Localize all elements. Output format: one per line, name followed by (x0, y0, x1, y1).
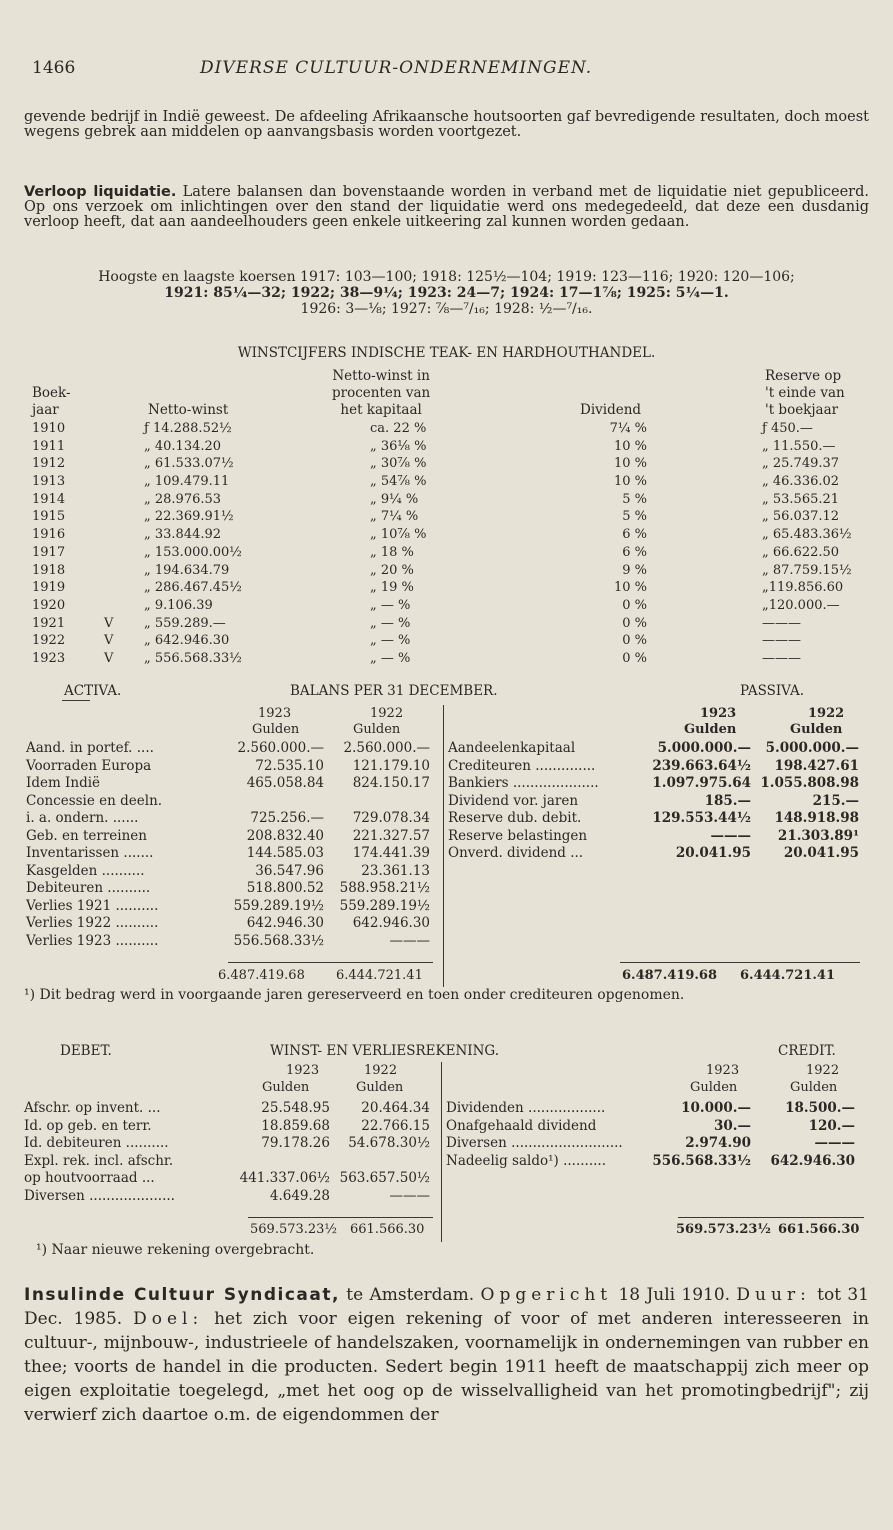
ledger-value-1922: 563.657.50½ (339, 1170, 430, 1186)
ledger-label: Nadeelig saldo¹) .......... (446, 1152, 606, 1169)
ledger-value-1922: 198.427.61 (774, 757, 859, 774)
table-row (32, 579, 852, 597)
ledger-row (446, 1100, 861, 1118)
reserve-cell: „ 87.759.15½ (762, 562, 852, 578)
pct-cell: „ 19 % (370, 580, 414, 596)
credit-year-1: 1923 (706, 1063, 740, 1078)
ledger-value-1923: 30.— (714, 1117, 751, 1134)
ledger-label: Onafgehaald dividend (446, 1117, 597, 1134)
pct-cell: „ 20 % (370, 562, 414, 578)
ledger-row (24, 1100, 434, 1118)
doel-value: het zich voor eigen rekening of voor of met anderen interesseeren in cultuur-, mijnbouw-, industrieele of handelszaken, voornamelijk in ondernemingen van rubber en thee; voorts de handel in die producten. Sedert begin 1911 heeft de maatschappij zich meer op eigen exploitatie toegelegd, „met het oog op de wisselvalligheid van het promotingbedrijf"; zij verwierf zich daartoe o.m. de eigendommen der (24, 1309, 870, 1425)
ledger-row (26, 775, 436, 793)
ledger-value-1923: 129.553.44½ (652, 810, 751, 826)
credit-year-2: 1922 (806, 1063, 840, 1078)
table-row (32, 491, 852, 509)
table-row (32, 562, 852, 580)
ledger-label: Crediteuren .............. (448, 757, 596, 774)
liquidatie-text: Latere balansen dan bovenstaande worden in verband met de liquidatie niet gepubliceerd. Op ons verzoek om inlichtingen over den stand der liquidatie werd ons medegedeeld, dat deze een dusdanig verloop heeft, dat aan aandeelhouders geen enkele uitkeering zal kunnen worden gedaan. (24, 184, 869, 230)
year-cell: 1920 (32, 597, 66, 613)
dividend-cell: 0 % (622, 633, 647, 649)
debet-unit-2: Gulden (356, 1080, 404, 1095)
netto-cell: „ 109.479.11 (144, 474, 230, 490)
ledger-value-1923: 72.535.10 (255, 757, 324, 774)
ledger-label: Dividenden .................. (446, 1100, 606, 1116)
reserve-cell: ——— (762, 633, 801, 649)
table-row (32, 473, 852, 491)
ledger-row (26, 828, 436, 846)
pct-cell: „ — % (370, 650, 411, 666)
ledger-row (26, 793, 436, 811)
pct-cell: „ — % (370, 633, 411, 649)
netto-cell: „ 556.568.33½ (144, 650, 242, 666)
col-header-year: Boek- jaar (32, 385, 71, 418)
reserve-cell: ƒ 450.— (762, 421, 813, 436)
debet-year-1: 1923 (286, 1063, 320, 1078)
col-header-netto: Netto-winst (148, 402, 229, 418)
table-row (32, 526, 852, 544)
reserve-cell: „119.856.60 (762, 580, 844, 596)
ledger-value-1923: 559.289.19½ (233, 897, 324, 914)
debet-total-1922: 661.566.30 (350, 1222, 425, 1237)
ledger-value-1922: 642.946.30 (352, 915, 430, 931)
ledger-value-1923: 4.649.28 (269, 1187, 330, 1204)
ledger-value-1922: 54.678.30½ (348, 1135, 430, 1151)
ledger-value-1923: 144.585.03 (246, 845, 324, 861)
ledger-label: Afschr. op invent. ... (24, 1100, 161, 1116)
ledger-label: Dividend vor. jaren (448, 792, 579, 809)
year-cell: 1910 (32, 421, 66, 436)
ledger-value-1923: 239.663.64½ (652, 757, 751, 774)
debet-year-2: 1922 (364, 1063, 398, 1078)
ledger-value-1922: 559.289.19½ (339, 897, 430, 914)
year-cell: 1911 (32, 438, 66, 454)
ledger-row (24, 1170, 434, 1188)
reserve-cell: „ 56.037.12 (762, 509, 840, 525)
reserve-cell: „ 65.483.36½ (762, 527, 852, 543)
ledger-row (26, 758, 436, 776)
ledger-row (26, 915, 436, 933)
ledger-label: Reserve dub. debit. (448, 810, 582, 826)
winst-table-body (32, 420, 852, 668)
ledger-value-1923: 208.832.40 (246, 827, 324, 844)
activa-title: ACTIVA. (64, 683, 122, 699)
year-cell: 1914 (32, 491, 66, 507)
ledger-row (26, 933, 436, 951)
ledger-value-1923: 1.097.975.64 (652, 775, 751, 791)
passiva-list (448, 740, 863, 863)
ledger-value-1922: 121.179.10 (352, 757, 430, 774)
ledger-row (448, 775, 863, 793)
insulinde-paragraph (24, 1283, 869, 1427)
ledger-label: Inventarissen ....... (26, 845, 154, 861)
ledger-value-1923: 18.859.68 (261, 1117, 330, 1134)
netto-cell: „ 28.976.53 (144, 491, 222, 507)
table-row (32, 632, 852, 650)
netto-cell: ƒ 14.288.52½ (144, 421, 232, 436)
netto-cell: „ 40.134.20 (144, 438, 222, 454)
ledger-row (26, 898, 436, 916)
reserve-cell: „ 25.749.37 (762, 456, 840, 472)
ledger-value-1923: 20.041.95 (675, 845, 751, 861)
dividend-cell: 0 % (622, 615, 647, 631)
year-cell: 1913 (32, 474, 66, 490)
opgericht-value: 18 Juli 1910. (612, 1285, 737, 1305)
opgericht-label: Opgericht (480, 1285, 613, 1305)
netto-cell: „ 61.533.07½ (144, 456, 234, 472)
ledger-label: Geb. en terreinen (26, 827, 147, 844)
ledger-row (448, 810, 863, 828)
ledger-row (26, 740, 436, 758)
dividend-cell: 0 % (622, 650, 647, 666)
netto-cell: „ 9.106.39 (144, 597, 213, 613)
ledger-value-1922: 20.464.34 (361, 1100, 430, 1116)
ledger-row (26, 810, 436, 828)
ledger-value-1922: 729.078.34 (352, 810, 430, 826)
netto-cell: „ 33.844.92 (144, 527, 222, 543)
pct-cell: „ 30⅞ % (370, 456, 427, 472)
activa-year-1: 1923 (258, 706, 292, 721)
ledger-value-1923: 465.058.84 (246, 775, 324, 791)
credit-unit-1: Gulden (690, 1080, 738, 1095)
dividend-cell: 6 % (622, 544, 647, 560)
wv-title: WINST- EN VERLIESREKENING. (270, 1043, 500, 1059)
page-number: 1466 (32, 58, 76, 78)
ledger-value-1923: 642.946.30 (246, 915, 324, 931)
activa-year-2: 1922 (370, 706, 404, 721)
dividend-cell: 0 % (622, 597, 647, 613)
ledger-row (446, 1153, 861, 1171)
col-header-dividend: Dividend (580, 402, 642, 418)
pct-cell: „ 36⅛ % (370, 438, 427, 454)
reserve-cell: „ 11.550.— (762, 438, 836, 454)
ledger-value-1922: 148.918.98 (774, 810, 859, 826)
year-cell: 1918 (32, 562, 66, 578)
ledger-label: Expl. rek. incl. afschr. (24, 1152, 174, 1169)
verlies-marker: V (104, 633, 114, 649)
pct-cell: „ 9¼ % (370, 491, 419, 507)
ledger-value-1922: 642.946.30 (770, 1152, 855, 1169)
running-header: DIVERSE CULTUUR-ONDERNEMINGEN. (200, 58, 593, 78)
ledger-value-1922: 5.000.000.— (765, 740, 859, 756)
ledger-value-1922: 20.041.95 (783, 845, 859, 861)
year-cell: 1912 (32, 456, 66, 472)
ledger-label: Aand. in portef. .... (26, 740, 154, 756)
col-header-procent: Netto-winst in procenten van het kapitaal (332, 368, 431, 418)
ledger-label: Verlies 1922 .......... (26, 915, 159, 931)
ledger-row (448, 740, 863, 758)
ledger-value-1922: 120.— (808, 1117, 855, 1134)
netto-cell: „ 642.946.30 (144, 633, 230, 649)
ledger-row (26, 845, 436, 863)
divider (62, 700, 90, 701)
ledger-label: Idem Indië (26, 775, 101, 791)
ledger-label: Bankiers .................... (448, 775, 599, 791)
credit-unit-2: Gulden (790, 1080, 838, 1095)
debet-title: DEBET. (60, 1043, 112, 1059)
ledger-value-1922: 21.303.89¹ (777, 827, 859, 844)
ledger-label: Id. op geb. en terr. (24, 1117, 152, 1134)
ledger-label: Onverd. dividend ... (448, 845, 584, 861)
year-cell: 1916 (32, 527, 66, 543)
ledger-value-1922: 18.500.— (785, 1100, 855, 1116)
reserve-cell: „ 46.336.02 (762, 474, 840, 490)
table-row (32, 508, 852, 526)
pct-cell: „ 18 % (370, 544, 414, 560)
debet-unit-1: Gulden (262, 1080, 310, 1095)
passiva-title: PASSIVA. (740, 683, 805, 699)
ledger-label: Diversen .................... (24, 1187, 175, 1204)
ledger-label: Voorraden Europa (26, 757, 152, 774)
ledger-row (446, 1135, 861, 1153)
netto-cell: „ 153.000.00½ (144, 544, 242, 560)
ledger-row (24, 1135, 434, 1153)
verlies-marker: V (104, 615, 114, 631)
balans-footnote: ¹) Dit bedrag werd in voorgaande jaren gereserveerd en toen onder crediteuren opgenomen. (24, 987, 685, 1003)
activa-total-1922: 6.444.721.41 (336, 968, 423, 983)
ledger-value-1923: 556.568.33½ (233, 932, 324, 949)
intro-paragraph: gevende bedrijf in Indië geweest. De afdeeling Afrikaansche houtsoorten gaf bevredigende resultaten, doch moest wegens gebrek aan middelen op aanvangsbasis worden voortgezet. (24, 109, 869, 140)
balans-divider (443, 705, 444, 987)
credit-list (446, 1100, 861, 1170)
ledger-value-1923: 25.548.95 (261, 1100, 330, 1116)
netto-cell: „ 22.369.91½ (144, 509, 234, 525)
ledger-value-1923: 10.000.— (681, 1100, 751, 1116)
ledger-value-1922: 23.361.13 (361, 862, 430, 879)
duur-label: Duur: (736, 1285, 811, 1305)
koersen-line-1: Hoogste en laagste koersen 1917: 103—100; 1918: 125½—104; 1919: 123—116; 1920: 120—106; (98, 269, 795, 285)
pct-cell: „ — % (370, 597, 411, 613)
dividend-cell: 10 % (613, 580, 647, 596)
activa-unit-1: Gulden (252, 722, 300, 737)
passiva-total-rule (620, 962, 860, 963)
ledger-label: Verlies 1923 .......... (26, 932, 159, 949)
ledger-value-1923: 79.178.26 (261, 1135, 330, 1151)
credit-title: CREDIT. (778, 1043, 836, 1059)
ledger-label: op houtvoorraad ... (24, 1170, 155, 1186)
ledger-value-1923: 725.256.— (250, 810, 324, 826)
pct-cell: ca. 22 % (370, 421, 427, 436)
table-row (32, 455, 852, 473)
passiva-unit-2: Gulden (790, 722, 843, 737)
koersen-line-2: 1921: 85¼—32; 1922; 38—9¼; 1923: 24—7; 1924: 17—1⅞; 1925: 5¼—1. (164, 285, 729, 301)
col-header-reserve: Reserve op 't einde van 't boekjaar (765, 368, 845, 418)
ledger-row (24, 1153, 434, 1171)
table-row (32, 544, 852, 562)
ledger-row (448, 793, 863, 811)
koersen-line-3: 1926: 3—⅛; 1927: ⅞—⁷/₁₆; 1928: ½—⁷/₁₆. (300, 301, 593, 317)
dividend-cell: 10 % (613, 474, 647, 490)
ledger-label: Concessie en deeln. (26, 792, 163, 809)
netto-cell: „ 559.289.— (144, 615, 226, 631)
year-cell: 1915 (32, 509, 66, 525)
activa-list (26, 740, 436, 950)
year-cell: 1917 (32, 544, 66, 560)
debet-total-1923: 569.573.23½ (250, 1222, 338, 1237)
dividend-cell: 6 % (622, 527, 647, 543)
ledger-value-1922: 824.150.17 (352, 775, 430, 791)
credit-total-rule (678, 1217, 864, 1218)
ledger-value-1923: 5.000.000.— (657, 740, 751, 756)
year-cell: 1921 (32, 615, 66, 631)
debet-total-rule (248, 1217, 433, 1218)
activa-unit-2: Gulden (353, 722, 401, 737)
ledger-value-1922: 22.766.15 (361, 1117, 430, 1134)
ledger-value-1923: 2.560.000.— (237, 740, 324, 756)
reserve-cell: „120.000.— (762, 597, 840, 613)
insulinde-location: te Amsterdam. (339, 1285, 481, 1305)
year-cell: 1922 (32, 633, 66, 649)
pct-cell: „ — % (370, 615, 411, 631)
ledger-label: Verlies 1921 .......... (26, 897, 159, 914)
table-row (32, 615, 852, 633)
reserve-cell: ——— (762, 650, 801, 666)
ledger-row (24, 1188, 434, 1206)
ledger-row (26, 863, 436, 881)
dividend-cell: 10 % (613, 438, 647, 454)
dividend-cell: 10 % (613, 456, 647, 472)
credit-total-1923: 569.573.23½ (676, 1222, 771, 1237)
ledger-value-1922: 588.958.21½ (339, 880, 430, 896)
balans-title: BALANS PER 31 DECEMBER. (290, 683, 498, 699)
ledger-value-1922: ——— (389, 1187, 430, 1204)
passiva-total-1922: 6.444.721.41 (740, 968, 835, 983)
pct-cell: „ 10⅞ % (370, 527, 427, 543)
reserve-cell: ——— (762, 615, 801, 631)
ledger-value-1923: ——— (710, 827, 751, 844)
liquidatie-heading: Verloop liquidatie. (24, 184, 177, 200)
credit-total-1922: 661.566.30 (778, 1222, 860, 1237)
duur-value: tot 31 Dec. 1985. (24, 1285, 869, 1329)
liquidatie-paragraph (24, 185, 869, 230)
pct-cell: „ 54⅞ % (370, 474, 427, 490)
ledger-value-1922: 221.327.57 (352, 827, 430, 844)
ledger-value-1923: 2.974.90 (685, 1135, 751, 1151)
ledger-value-1922: 174.441.39 (352, 845, 430, 861)
table-row (32, 438, 852, 456)
ledger-row (448, 828, 863, 846)
ledger-row (446, 1118, 861, 1136)
ledger-value-1922: ——— (814, 1135, 855, 1151)
passiva-year-2: 1922 (808, 706, 845, 721)
ledger-value-1923: 36.547.96 (255, 862, 324, 879)
ledger-label: i. a. ondern. ...... (26, 810, 139, 826)
dividend-cell: 9 % (622, 562, 647, 578)
ledger-label: Reserve belastingen (448, 827, 588, 844)
passiva-year-1: 1923 (700, 706, 737, 721)
reserve-cell: „ 53.565.21 (762, 491, 840, 507)
pct-cell: „ 7¼ % (370, 509, 419, 525)
table-row (32, 597, 852, 615)
ledger-row (26, 880, 436, 898)
dividend-cell: 5 % (622, 509, 647, 525)
wv-divider (441, 1062, 442, 1242)
ledger-value-1922: 215.— (812, 792, 859, 809)
ledger-value-1922: ——— (389, 932, 430, 949)
passiva-total-1923: 6.487.419.68 (622, 968, 717, 983)
passiva-unit-1: Gulden (684, 722, 737, 737)
ledger-label: Aandeelenkapitaal (448, 740, 576, 756)
ledger-label: Diversen .......................... (446, 1135, 623, 1151)
ledger-row (24, 1118, 434, 1136)
company-name: Insulinde Cultuur Syndicaat, (24, 1285, 340, 1305)
doel-label: Doel: (133, 1309, 204, 1329)
table-row (32, 650, 852, 668)
dividend-cell: 5 % (622, 491, 647, 507)
debet-list (24, 1100, 434, 1205)
dividend-cell: 7¼ % (609, 421, 647, 436)
ledger-row (448, 845, 863, 863)
netto-cell: „ 194.634.79 (144, 562, 230, 578)
ledger-value-1923: 518.800.52 (246, 880, 324, 896)
activa-total-rule (228, 962, 433, 963)
year-cell: 1919 (32, 580, 66, 596)
activa-total-1923: 6.487.419.68 (218, 968, 305, 983)
ledger-value-1922: 2.560.000.— (343, 740, 430, 756)
winst-table-title: WINSTCIJFERS INDISCHE TEAK- EN HARDHOUTHANDEL. (237, 345, 656, 361)
netto-cell: „ 286.467.45½ (144, 580, 242, 596)
ledger-value-1923: 441.337.06½ (239, 1170, 330, 1186)
ledger-label: Id. debiteuren .......... (24, 1135, 169, 1151)
ledger-value-1923: 185.— (704, 792, 751, 809)
ledger-value-1922: 1.055.808.98 (760, 775, 859, 791)
ledger-row (448, 758, 863, 776)
ledger-value-1923: 556.568.33½ (652, 1152, 751, 1169)
wv-footnote: ¹) Naar nieuwe rekening overgebracht. (36, 1242, 315, 1258)
verlies-marker: V (104, 650, 114, 666)
year-cell: 1923 (32, 650, 66, 666)
table-row (32, 420, 852, 438)
ledger-label: Debiteuren .......... (26, 880, 151, 896)
reserve-cell: „ 66.622.50 (762, 544, 840, 560)
ledger-label: Kasgelden .......... (26, 862, 145, 879)
